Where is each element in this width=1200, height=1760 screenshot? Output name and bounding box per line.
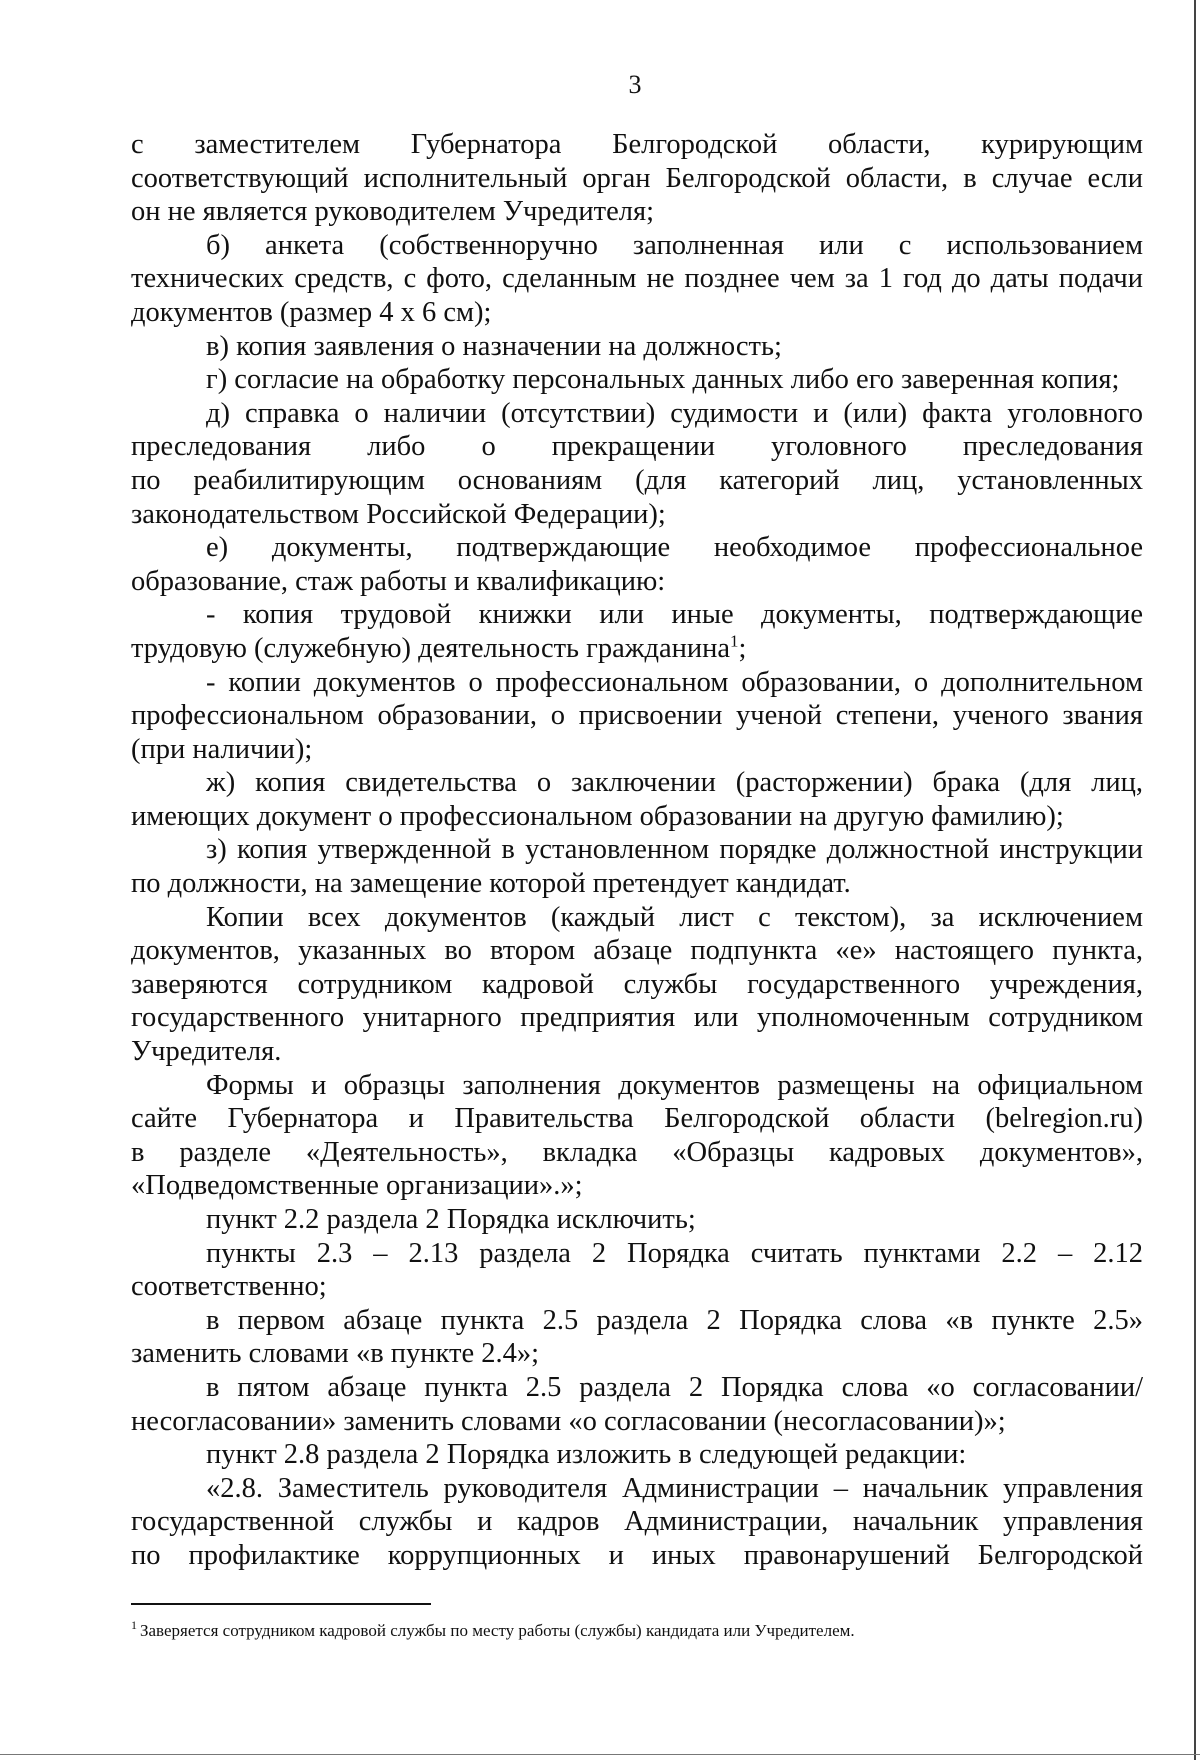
body-text <box>131 128 1143 1573</box>
paragraph <box>131 1203 1143 1237</box>
paragraph <box>131 1237 1143 1304</box>
text-segment: трудовую (служебную) деятельность гражданина <box>131 632 731 664</box>
text-line: с заместителем Губернатора Белгородской области, курирующим <box>131 129 1143 160</box>
paragraph <box>131 363 1143 397</box>
text-line: преследования либо о прекращении уголовного преследования <box>131 431 1143 463</box>
text-line: он не является руководителем Учредителя; <box>131 196 655 228</box>
text-line: документов, указанных во втором абзаце подпункта «е» настоящего пункта, <box>131 935 1143 967</box>
paragraph <box>131 128 1143 229</box>
text-line: (при наличии); <box>131 733 313 765</box>
paragraph <box>131 1472 1143 1573</box>
paragraph <box>131 666 1143 767</box>
text-line: соответственно; <box>131 1271 327 1303</box>
paragraph <box>131 397 1143 531</box>
footnote-reference: 1 <box>730 631 739 651</box>
text-line: заменить словами «в пункте 2.4»; <box>131 1338 540 1370</box>
page-bottom-line <box>0 1754 1200 1755</box>
text-line: законодательством Российской Федерации); <box>131 498 666 530</box>
text-line: соответствующий исполнительный орган Белгородской области, в случае если <box>131 162 1143 194</box>
paragraph <box>131 229 1143 330</box>
text-line: технических средств, с фото, сделанным не позднее чем за 1 год до даты подачи <box>131 263 1143 295</box>
text-line: имеющих документ о профессиональном образовании на другую фамилию); <box>131 800 1064 832</box>
text-line: г) согласие на обработку персональных данных либо его заверенная копия; <box>206 364 1120 396</box>
paragraph <box>131 531 1143 598</box>
text-line: Формы и образцы заполнения документов размещены на официальном <box>206 1069 1143 1101</box>
paragraph <box>131 833 1143 900</box>
text-line: д) справка о наличии (отсутствии) судимости и (или) факта уголовного <box>206 397 1143 429</box>
text-line: е) документы, подтверждающие необходимое профессиональное <box>206 532 1143 564</box>
paragraph <box>131 598 1143 665</box>
text-line: по профилактике коррупционных и иных правонарушений Белгородской <box>131 1539 1143 1571</box>
text-line: документов (размер 4 х 6 см); <box>131 296 492 328</box>
text-line: образование, стаж работы и квалификацию: <box>131 565 666 597</box>
text-line: в пятом абзаце пункта 2.5 раздела 2 Порядка слова «о согласовании/ <box>206 1371 1143 1403</box>
text-segment: ; <box>738 632 747 664</box>
text-line: по должности, на замещение которой претендует кандидат. <box>131 868 851 900</box>
text-line: з) копия утвержденной в установленном порядке должностной инструкции <box>206 834 1143 866</box>
text-line: Копии всех документов (каждый лист с текстом), за исключением <box>206 901 1143 933</box>
footnote <box>131 1620 855 1642</box>
page-edge-line <box>1194 0 1196 1760</box>
footnote-text: Заверяется сотрудником кадровой службы по месту работы (службы) кандидата или Учредителем. <box>140 1621 855 1640</box>
footnote-separator <box>131 1603 431 1605</box>
paragraph <box>131 1304 1143 1371</box>
paragraph <box>131 330 1143 364</box>
text-line: «2.8. Заместитель руководителя Администрации – начальник управления <box>206 1472 1143 1504</box>
text-line: Учредителя. <box>131 1036 282 1068</box>
page-number: 3 <box>628 70 642 99</box>
text-line: несогласовании» заменить словами «о согласовании (несогласовании)»; <box>131 1405 1006 1437</box>
text-line: в) копия заявления о назначении на должность; <box>206 330 782 362</box>
text-line: пункт 2.8 раздела 2 Порядка изложить в следующей редакции: <box>206 1439 967 1471</box>
text-line: б) анкета (собственноручно заполненная или с использованием <box>206 229 1143 261</box>
paragraph <box>131 1069 1143 1203</box>
paragraph <box>131 1371 1143 1438</box>
text-line: профессиональном образовании, о присвоении ученой степени, ученого звания <box>131 700 1143 732</box>
text-line: государственного унитарного предприятия или уполномоченным сотрудником <box>131 1002 1143 1034</box>
paragraph <box>131 901 1143 1069</box>
footnote-number: 1 <box>131 1618 137 1633</box>
text-line: государственной службы и кадров Администрации, начальник управления <box>131 1506 1143 1538</box>
text-line <box>131 632 1143 666</box>
text-line: по реабилитирующим основаниям (для категорий лиц, установленных <box>131 464 1143 496</box>
text-line: сайте Губернатора и Правительства Белгородской области (belregion.ru) <box>131 1103 1143 1135</box>
text-line: «Подведомственные организации».»; <box>131 1170 583 1202</box>
text-line: в первом абзаце пункта 2.5 раздела 2 Порядка слова «в пункте 2.5» <box>206 1304 1143 1336</box>
text-line: - копия трудовой книжки или иные документы, подтверждающие <box>206 599 1143 631</box>
text-line: пункт 2.2 раздела 2 Порядка исключить; <box>206 1204 696 1235</box>
text-line: в разделе «Деятельность», вкладка «Образцы кадровых документов», <box>131 1136 1143 1168</box>
text-line: ж) копия свидетельства о заключении (расторжении) брака (для лиц, <box>206 767 1143 799</box>
text-line: - копии документов о профессиональном образовании, о дополнительном <box>206 666 1143 698</box>
text-line: пункты 2.3 – 2.13 раздела 2 Порядка считать пунктами 2.2 – 2.12 <box>206 1237 1143 1269</box>
text-line: заверяются сотрудником кадровой службы государственного учреждения, <box>131 968 1143 1000</box>
paragraph <box>131 1438 1143 1472</box>
paragraph <box>131 766 1143 833</box>
